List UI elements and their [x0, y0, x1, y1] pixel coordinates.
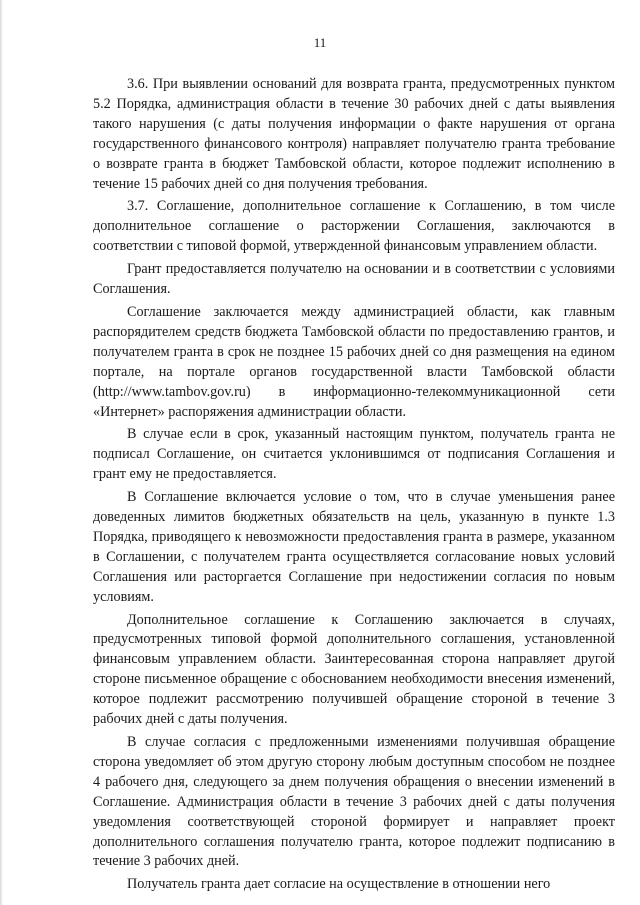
paragraph-3-6: 3.6. При выявлении оснований для возврата гранта, предусмотренных пунктом 5.2 Порядка, администрация области в течение 30 рабочих дней с даты выявления такого нарушения (с даты получения информации о факте нарушения от органа государственного финансового контроля) направляет получателю гранта требование о возврате гранта в бюджет Тамбовской области, которое подлежит исполнению в течение 15 рабочих дней со дня получения требования.	[93, 76, 615, 192]
document-body	[93, 75, 615, 898]
scan-edge-shadow	[0, 0, 3, 905]
paragraph-agreement-conclusion: Соглашение заключается между администрацией области, как главным распорядителем средств бюджета Тамбовской области по предоставлению грантов, и получателем гранта в срок не позднее 15 рабочих дней со дня размещения на едином портале, на портале органов государственной власти Тамбовской области (http://www.tambov.gov.ru) в информационно-телекоммуникационной сети «Интернет» распоряжения администрации области.	[93, 303, 615, 420]
paragraph-grant-basis: Грант предоставляется получателю на основании и в соответствии с условиями Соглашения.	[93, 261, 615, 298]
page-number: 11	[313, 35, 327, 50]
paragraph-consent-changes: В случае согласия с предложенными изменениями получившая обращение сторона уведомляет об этом другую сторону любым доступным способом не позднее 4 рабочего дня, следующего за днем получения обращения о внесении изменений в Соглашение. Администрация области в течение 3 рабочих дней с даты получения уведомления соответствующей стороной формирует и направляет проект дополнительного соглашения получателю гранта, которое подлежит подписанию в течение 3 рабочих дней.	[93, 734, 615, 870]
paragraph-supplementary-agreement: Дополнительное соглашение к Соглашению заключается в случаях, предусмотренных типовой формой дополнительного соглашения, установленной финансовым управлением области. Заинтересованная сторона направляет другой стороне письменное обращение с обоснованием необходимости внесения изменений, которое подлежит рассмотрению получившей обращение стороной в течение 3 рабочих дней с даты получения.	[93, 611, 615, 728]
paragraph-limit-reduction: В Соглашение включается условие о том, что в случае уменьшения ранее доведенных лимитов бюджетных обязательств на цель, указанную в пункте 1.3 Порядка, приводящего к невозможности предоставления гранта в размере, указанном в Соглашении, с получателем гранта осуществляется согласование новых условий Соглашения или расторгается Соглашение при недостижении согласия по новым условиям.	[93, 489, 615, 605]
paragraph-recipient-consent: Получатель гранта дает согласие на осуществление в отношении него	[127, 876, 551, 893]
paragraph-3-7: 3.7. Соглашение, дополнительное соглашение к Соглашению, в том числе дополнительное соглашение о расторжении Соглашения, заключаются в соответствии с типовой формой, утвержденной финансовым управлением области.	[93, 198, 615, 255]
paragraph-unsigned-agreement: В случае если в срок, указанный настоящим пунктом, получатель гранта не подписал Соглашение, он считается уклонившимся от подписания Соглашения и грант ему не предоставляется.	[93, 426, 615, 483]
